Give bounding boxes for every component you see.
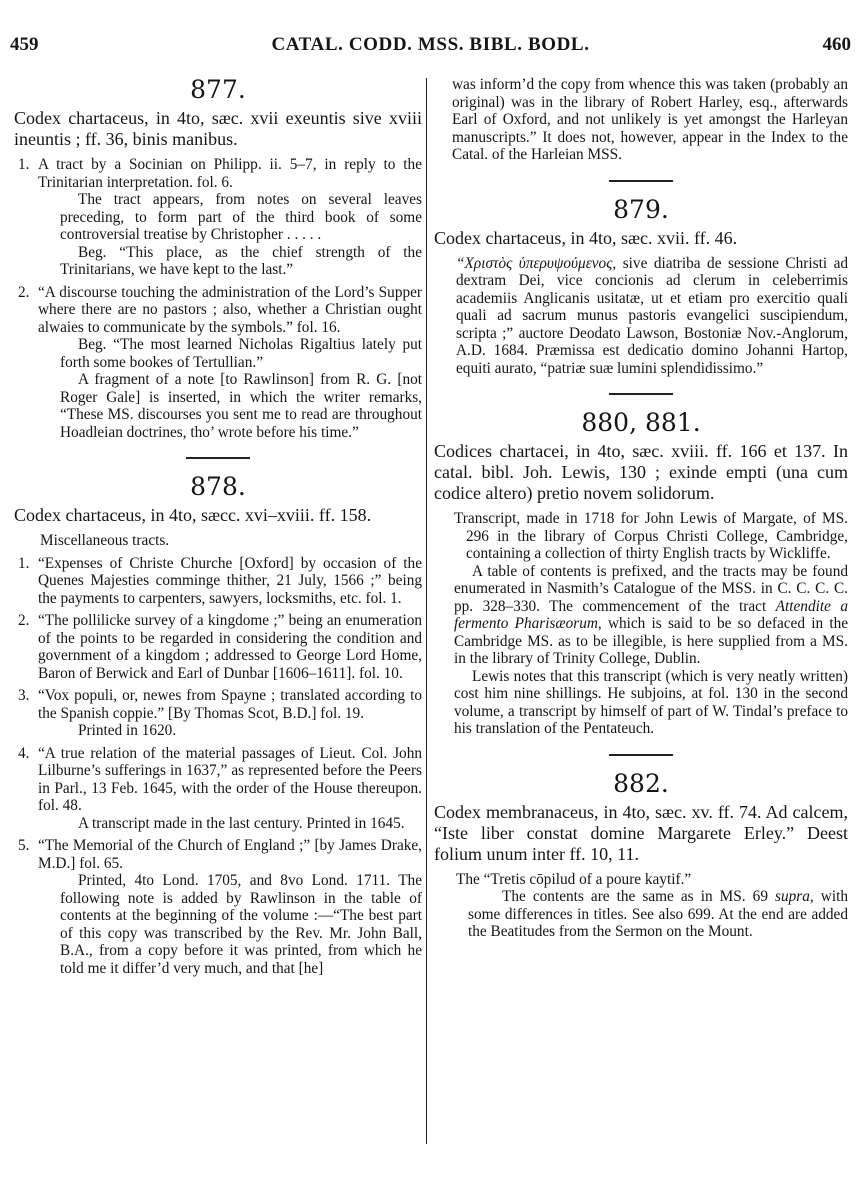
right-column bbox=[434, 76, 848, 941]
paragraph-text: A table of contents is prefixed, and the tracts may be found enumerated in Nasmith’s Catalogue of the MSS. in C. C. C. C. pp. 328–330. The commencement of the tract bbox=[454, 562, 848, 615]
item-text: A tract by a Socinian on Philipp. ii. 5–7, in reply to the Trinitarian interpretation. fol. 6. bbox=[38, 156, 422, 191]
section-rule bbox=[609, 393, 673, 395]
entry-description: Codex membranaceus, in 4to, sæc. xv. ff. 74. Ad calcem, “Iste liber constat domine Margarete Erley.” Deest folium unum inter ff. 10, 11. bbox=[434, 801, 848, 864]
entry-number: 882. bbox=[613, 768, 669, 798]
item-text: “The pollilicke survey of a kingdome ;” being an enumeration of the points to be regarded in considering the condition and government of a kingdom ; addressed to George Lord Home, Baron of Berwick and Earl of Dunbar [1606–1611]. fol. 10. bbox=[38, 612, 422, 682]
entry-877 bbox=[14, 76, 422, 441]
entry-878 bbox=[14, 473, 422, 977]
list-item bbox=[14, 612, 422, 682]
entry-description: Codices chartacei, in 4to, sæc. xviii. ff. 166 et 137. In catal. bibl. Joh. Lewis, 130 ; exinde empti (una cum codice altero) pretio novem solidorum. bbox=[434, 441, 848, 503]
item-note: Beg. “This place, as the chief strength of the Trinitarians, we have kept to the last.” bbox=[60, 243, 422, 278]
item-index: 4. bbox=[18, 744, 30, 762]
section-rule bbox=[186, 457, 250, 459]
item-text: “A discourse touching the administration of the Lord’s Supper where there are no pastors ; also, whether a Christian ought alwaies to communicate by the symbols.” fol. 16. bbox=[38, 283, 422, 336]
running-title: CATAL. CODD. MSS. BIBL. BODL. bbox=[271, 34, 590, 55]
item-text: “A true relation of the material passages of Lieut. Col. John Lilburne’s sufferings in 1637,” as represented before the Peers in Parl., 13 Feb. 1645, with the order of the House thereupon. fol. 48. bbox=[38, 744, 422, 814]
entry-882 bbox=[434, 770, 848, 941]
entry-body-text: sive diatriba de sessione Christi ad dextram Dei, vice concionis ad clerum in celeberrimis academiis Anglicanis usitatæ, ut et etiam pro exercitio quali quali ad sacrum munus pastoris evangelici suscipiendum, scripta ;” auctore Deodato Lawson, Bostoniæ Nov.-Anglorum, A.D. 1684. Præmissa est dedicatio domino Johanni Hartop, equiti aurato, “patriæ suæ lumini splendidissimo.” bbox=[456, 254, 849, 377]
running-header bbox=[10, 34, 851, 60]
item-index: 1. bbox=[18, 554, 30, 572]
item-note: Printed, 4to Lond. 1705, and 8vo Lond. 1711. The following note is added by Rawlinson in the table of contents at the beginning of the volume :—“The best part of this copy was transcribed by the Rev. Mr. John Ball, B.A., from a copy before it was printed, from which he told me it differ’d very much, and that [he] bbox=[60, 872, 422, 977]
item-index: 2. bbox=[18, 283, 30, 301]
item-note: Beg. “The most learned Nicholas Rigaltius lately put forth some bookes of Tertullian.” bbox=[60, 336, 422, 371]
item-note: A fragment of a note [to Rawlinson] from R. G. [not Roger Gale] is inserted, in which the writer remarks, “These MS. discourses you sent me to read are throughout Hoadleian doctrines, tho’ wrote before his time.” bbox=[60, 371, 422, 441]
list-item bbox=[14, 687, 422, 740]
left-column bbox=[14, 76, 422, 981]
entry-number: 878. bbox=[190, 472, 246, 501]
list-item bbox=[14, 837, 422, 977]
item-index: 5. bbox=[18, 837, 30, 854]
list-item bbox=[14, 156, 422, 279]
entry-description: Codex chartaceus, in 4to, sæcc. xvi–xviii. ff. 158. bbox=[14, 505, 372, 525]
item-index: 3. bbox=[18, 687, 30, 704]
entry-number: 879. bbox=[613, 194, 669, 224]
item-note: The tract appears, from notes on several leaves preceding, to form part of the third book of some controversial treatise by Christopher . . . . . bbox=[60, 191, 422, 243]
paragraph-text: , which is said to be so defaced in the Cambridge MS. as to be illegible, is here supplied from a MS. in the library of Trinity College, Dublin. bbox=[454, 615, 849, 667]
entry-number: 880, 881. bbox=[581, 408, 701, 437]
item-note: Printed in 1620. bbox=[78, 722, 177, 739]
item-index: 1. bbox=[18, 156, 30, 173]
entry-note bbox=[434, 888, 848, 941]
column-divider bbox=[426, 78, 427, 1144]
list-item bbox=[14, 745, 422, 833]
entry-intro: Miscellaneous tracts. bbox=[40, 532, 170, 549]
entry-description: Codex chartaceus, in 4to, sæc. xvii. ff. 46. bbox=[434, 227, 738, 248]
note-text: The contents are the same as in MS. 69 bbox=[502, 888, 776, 905]
page-number-right: 460 bbox=[822, 34, 851, 55]
item-note: A transcript made in the last century. Printed in 1645. bbox=[78, 814, 405, 832]
entry-879 bbox=[434, 196, 848, 378]
continued-text: was inform’d the copy from whence this was taken (probably an original) was in the library of Robert Harley, esq., afterwards Earl of Oxford, and not unlikely is yet amongst the Harleyan manuscripts.” It does not, however, appear in the Index to the Catal. of the Harleian MSS. bbox=[452, 76, 848, 163]
paragraph: Transcript, made in 1718 for John Lewis of Margate, of MS. 296 in the library of Corpus Christi College, Cambridge, containing a collection of thirty English tracts by Wickliffe. bbox=[454, 510, 848, 562]
section-rule bbox=[609, 180, 673, 182]
greek-title: “Χριστὸς ὑπερυψούμενος, bbox=[456, 254, 617, 272]
paragraph bbox=[454, 563, 848, 668]
entry-number: 877. bbox=[190, 75, 246, 104]
tract-title: Attendite a fermento Pharisæorum bbox=[454, 597, 849, 632]
item-index: 2. bbox=[18, 612, 30, 629]
entry-body bbox=[434, 255, 848, 378]
paragraph: Lewis notes that this transcript (which is very neatly written) cost him nine shillings. He subjoins, at fol. 130 in the second volume, a transcript by himself of part of W. Tindal’s preface to his translation of the Pentateuch. bbox=[454, 667, 848, 737]
entry-880-881 bbox=[434, 409, 848, 738]
entry-body bbox=[434, 510, 848, 738]
item-text: “The Memorial of the Church of England ;” [by James Drake, M.D.] fol. 65. bbox=[38, 837, 422, 872]
section-rule bbox=[609, 754, 673, 756]
entry-description: Codex chartaceus, in 4to, sæc. xvii exeuntis sive xviii ineuntis ; ff. 36, binis manibus. bbox=[14, 108, 422, 149]
note-text: , with some differences in titles. See also 699. At the end are added the Beatitudes from the Sermon on the Mount. bbox=[468, 888, 848, 940]
item-text: “Expenses of Christe Churche [Oxford] by occasion of the Quenes Majesties comminge thither, 21 July, 1566 ;” being the payments to carpenters, sawyers, locksmiths, etc. fol. 1. bbox=[38, 554, 422, 607]
list-item bbox=[14, 555, 422, 608]
list-item bbox=[14, 284, 422, 442]
page-number-left: 459 bbox=[10, 34, 39, 55]
note-italic: supra bbox=[775, 888, 810, 905]
item-text: “Vox populi, or, newes from Spayne ; translated according to the Spanish coppie.” [By Thomas Scot, B.D.] fol. 19. bbox=[38, 687, 422, 722]
work-title: The “Tretis cōpilud of a poure kaytif.” bbox=[456, 870, 692, 888]
